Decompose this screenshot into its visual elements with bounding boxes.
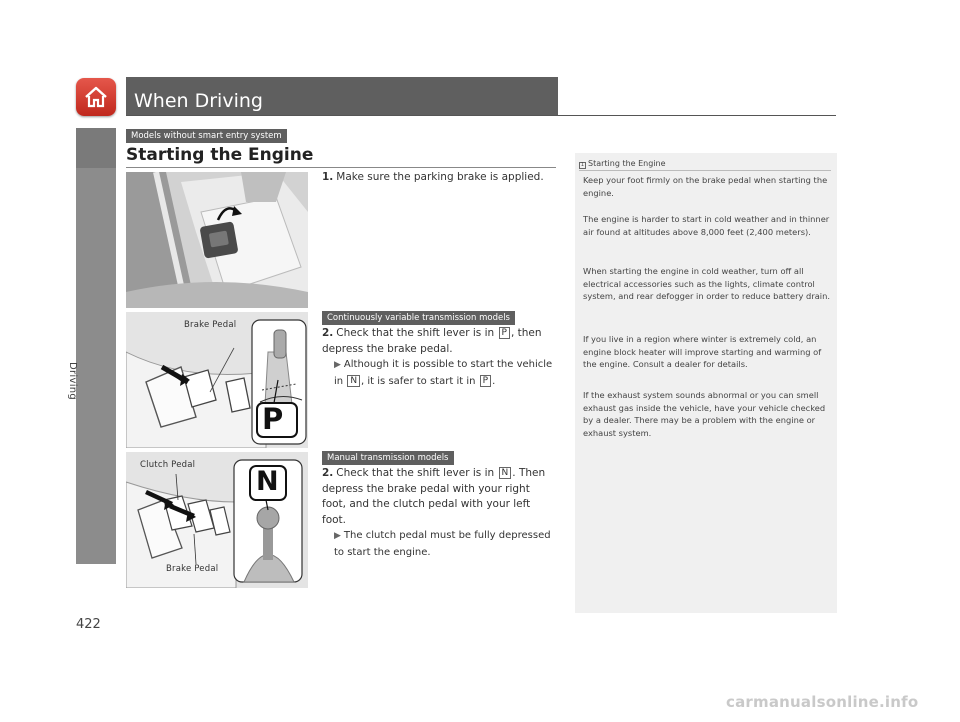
- note-title-text: Starting the Engine: [588, 159, 666, 168]
- step-1-text: Make sure the parking brake is applied.: [336, 171, 544, 183]
- home-button[interactable]: [76, 78, 116, 116]
- sidebar-active-block: [76, 128, 116, 168]
- step-2-manual-note: [334, 528, 560, 560]
- note-paragraph-5: If the exhaust system sounds abnormal or you can smell exhaust gas inside the vehicle, have your vehicle checked by a dealer. There may be a problem with the engine or exhaust system.: [583, 390, 826, 438]
- step-2-manual-text-b: . Then depress the brake pedal with your right foot, and the clutch pedal with your left foot.: [322, 467, 546, 526]
- step-2-manual-text-a: Check that the shift lever is in: [336, 467, 495, 479]
- note-paragraph-3: When starting the engine in cold weather, turn off all electrical accessories such as the lights, climate control system, and rear defogger in order to reduce battery drain.: [583, 266, 831, 302]
- step-1: [322, 170, 562, 186]
- step-2-cvt-text-a: Check that the shift lever is in: [336, 327, 495, 339]
- cvt-note-text-b: , it is safer to start it in: [361, 375, 476, 387]
- step-2-manual-number: 2.: [322, 467, 334, 479]
- step-2-cvt-number: 2.: [322, 327, 334, 339]
- step-2-cvt: [322, 326, 554, 357]
- key-p: P: [499, 327, 510, 339]
- key-n: N: [347, 375, 360, 387]
- sidebar-section-label[interactable]: Driving: [67, 362, 78, 401]
- note-paragraph-1: Keep your foot firmly on the brake pedal when starting the engine.: [583, 175, 828, 198]
- cvt-note-text-c: .: [492, 375, 496, 387]
- sidebar: [76, 128, 116, 564]
- note-panel: [575, 153, 837, 613]
- note-divider: [579, 170, 831, 171]
- heading-divider: [126, 167, 556, 168]
- sub-arrow-icon: ▶: [334, 360, 341, 370]
- manual-note-text: The clutch pedal must be fully depressed to start the engine.: [334, 530, 551, 558]
- manual-pedals-illustration: [126, 452, 308, 588]
- model-tag-cvt: Continuously variable transmission models: [322, 311, 515, 325]
- step-2-manual: [322, 466, 550, 528]
- chapter-title: When Driving: [134, 90, 263, 112]
- cvt-brake-pedal-label: Brake Pedal: [184, 320, 237, 330]
- step-2-cvt-text-b: , then depress the brake pedal.: [322, 327, 542, 355]
- cvt-shift-letter: P: [262, 402, 284, 436]
- note-ref-icon: 1: [580, 162, 585, 168]
- cvt-brake-pedal-illustration: [126, 312, 308, 448]
- note-paragraph-4: If you live in a region where winter is extremely cold, an engine block heater will improve starting and warming of the engine. Consult a dealer for details.: [583, 334, 822, 370]
- cvt-note-text-a: Although it is possible to start the vehicle in: [334, 359, 553, 387]
- key-n-manual: N: [499, 467, 512, 479]
- watermark: carmanualsonline.info: [726, 693, 919, 711]
- sub-arrow-icon-2: ▶: [334, 531, 341, 541]
- parking-brake-illustration: [126, 172, 308, 308]
- section-heading: Starting the Engine: [126, 145, 314, 165]
- step-2-cvt-note: [334, 357, 554, 389]
- page-number: 422: [76, 617, 101, 632]
- chapter-title-bar: [126, 77, 558, 115]
- home-icon: [83, 85, 109, 109]
- manual-shift-letter: N: [256, 466, 279, 497]
- note-title: [579, 159, 666, 169]
- model-tag-manual: Manual transmission models: [322, 451, 454, 465]
- model-tag-no-smart-entry: Models without smart entry system: [126, 129, 287, 143]
- title-divider: [126, 115, 836, 116]
- note-paragraph-2: The engine is harder to start in cold weather and in thinner air found at altitudes above 8,000 feet (2,400 meters).: [583, 214, 830, 237]
- step-1-number: 1.: [322, 171, 334, 183]
- manual-clutch-pedal-label: Clutch Pedal: [140, 460, 196, 470]
- key-p-2: P: [480, 375, 491, 387]
- manual-brake-pedal-label: Brake Pedal: [166, 564, 219, 574]
